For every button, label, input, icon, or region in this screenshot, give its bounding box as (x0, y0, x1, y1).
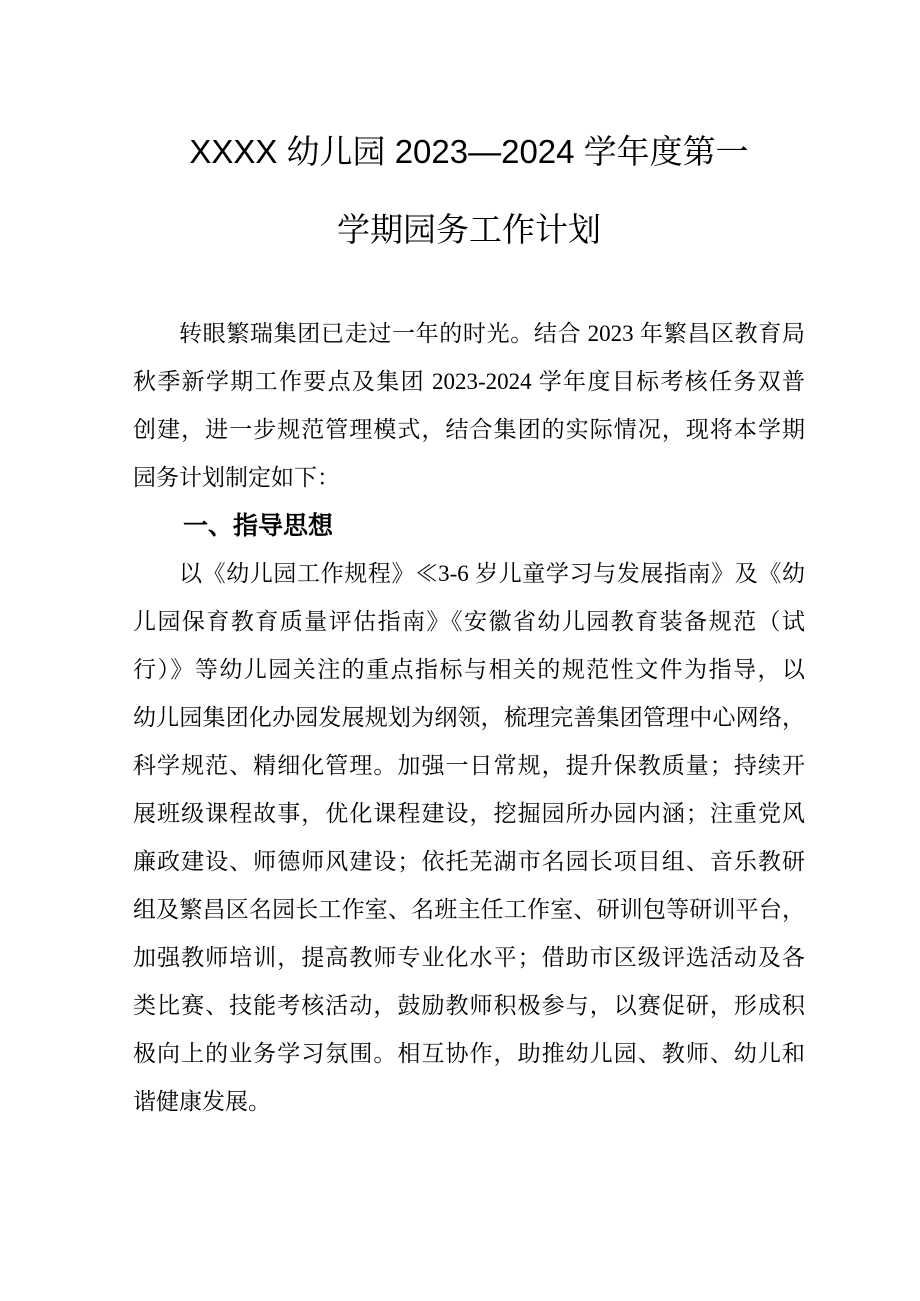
paragraph-guiding-ideology (133, 550, 805, 1126)
paragraph-intro (133, 310, 805, 502)
body-line: 廉政建设、师德师风建设；依托芜湖市名园长项目组、音乐教研 (133, 849, 805, 874)
body-line: 展班级课程故事，优化课程建设，挖掘园所办园内涵；注重党风 (133, 801, 805, 826)
body-line: 加强教师培训，提高教师专业化水平；借助市区级评选活动及各 (133, 945, 805, 970)
body-line: 极向上的业务学习氛围。相互协作，助推幼儿园、教师、幼儿和 (133, 1041, 805, 1066)
body-line: 行）》等幼儿园关注的重点指标与相关的规范性文件为指导，以 (133, 657, 805, 682)
body-line: 秋季新学期工作要点及集团 2023-2024 学年度目标考核任务双普 (133, 369, 805, 394)
body-line: 组及繁昌区名园长工作室、名班主任工作室、研训包等研训平台， (133, 897, 805, 922)
title-line-1: XXXX 幼儿园 2023—2024 学年度第一 (189, 133, 749, 170)
body-line: 以《幼儿园工作规程》≪3-6 岁儿童学习与发展指南》及《幼 (179, 561, 805, 586)
body-line: 创建，进一步规范管理模式，结合集团的实际情况，现将本学期 (133, 417, 805, 442)
body-line: 科学规范、精细化管理。加强一日常规，提升保教质量；持续开 (133, 753, 805, 778)
body-line: 园务计划制定如下： (133, 465, 340, 490)
document-body (133, 310, 805, 1126)
section-heading-guiding-ideology: 一、指导思想 (183, 512, 334, 540)
body-line: 幼儿园集团化办园发展规划为纲领，梳理完善集团管理中心网络， (133, 705, 805, 730)
body-line: 转眼繁瑞集团已走过一年的时光。结合 2023 年繁昌区教育局 (179, 321, 805, 346)
title-line-2: 学期园务工作计划 (337, 211, 601, 248)
document-title (133, 0, 805, 269)
body-line: 谐健康发展。 (133, 1089, 271, 1114)
body-line: 类比赛、技能考核活动，鼓励教师积极参与，以赛促研，形成积 (133, 993, 805, 1018)
body-line: 儿园保育教育质量评估指南》《安徽省幼儿园教育装备规范（试 (133, 609, 805, 634)
